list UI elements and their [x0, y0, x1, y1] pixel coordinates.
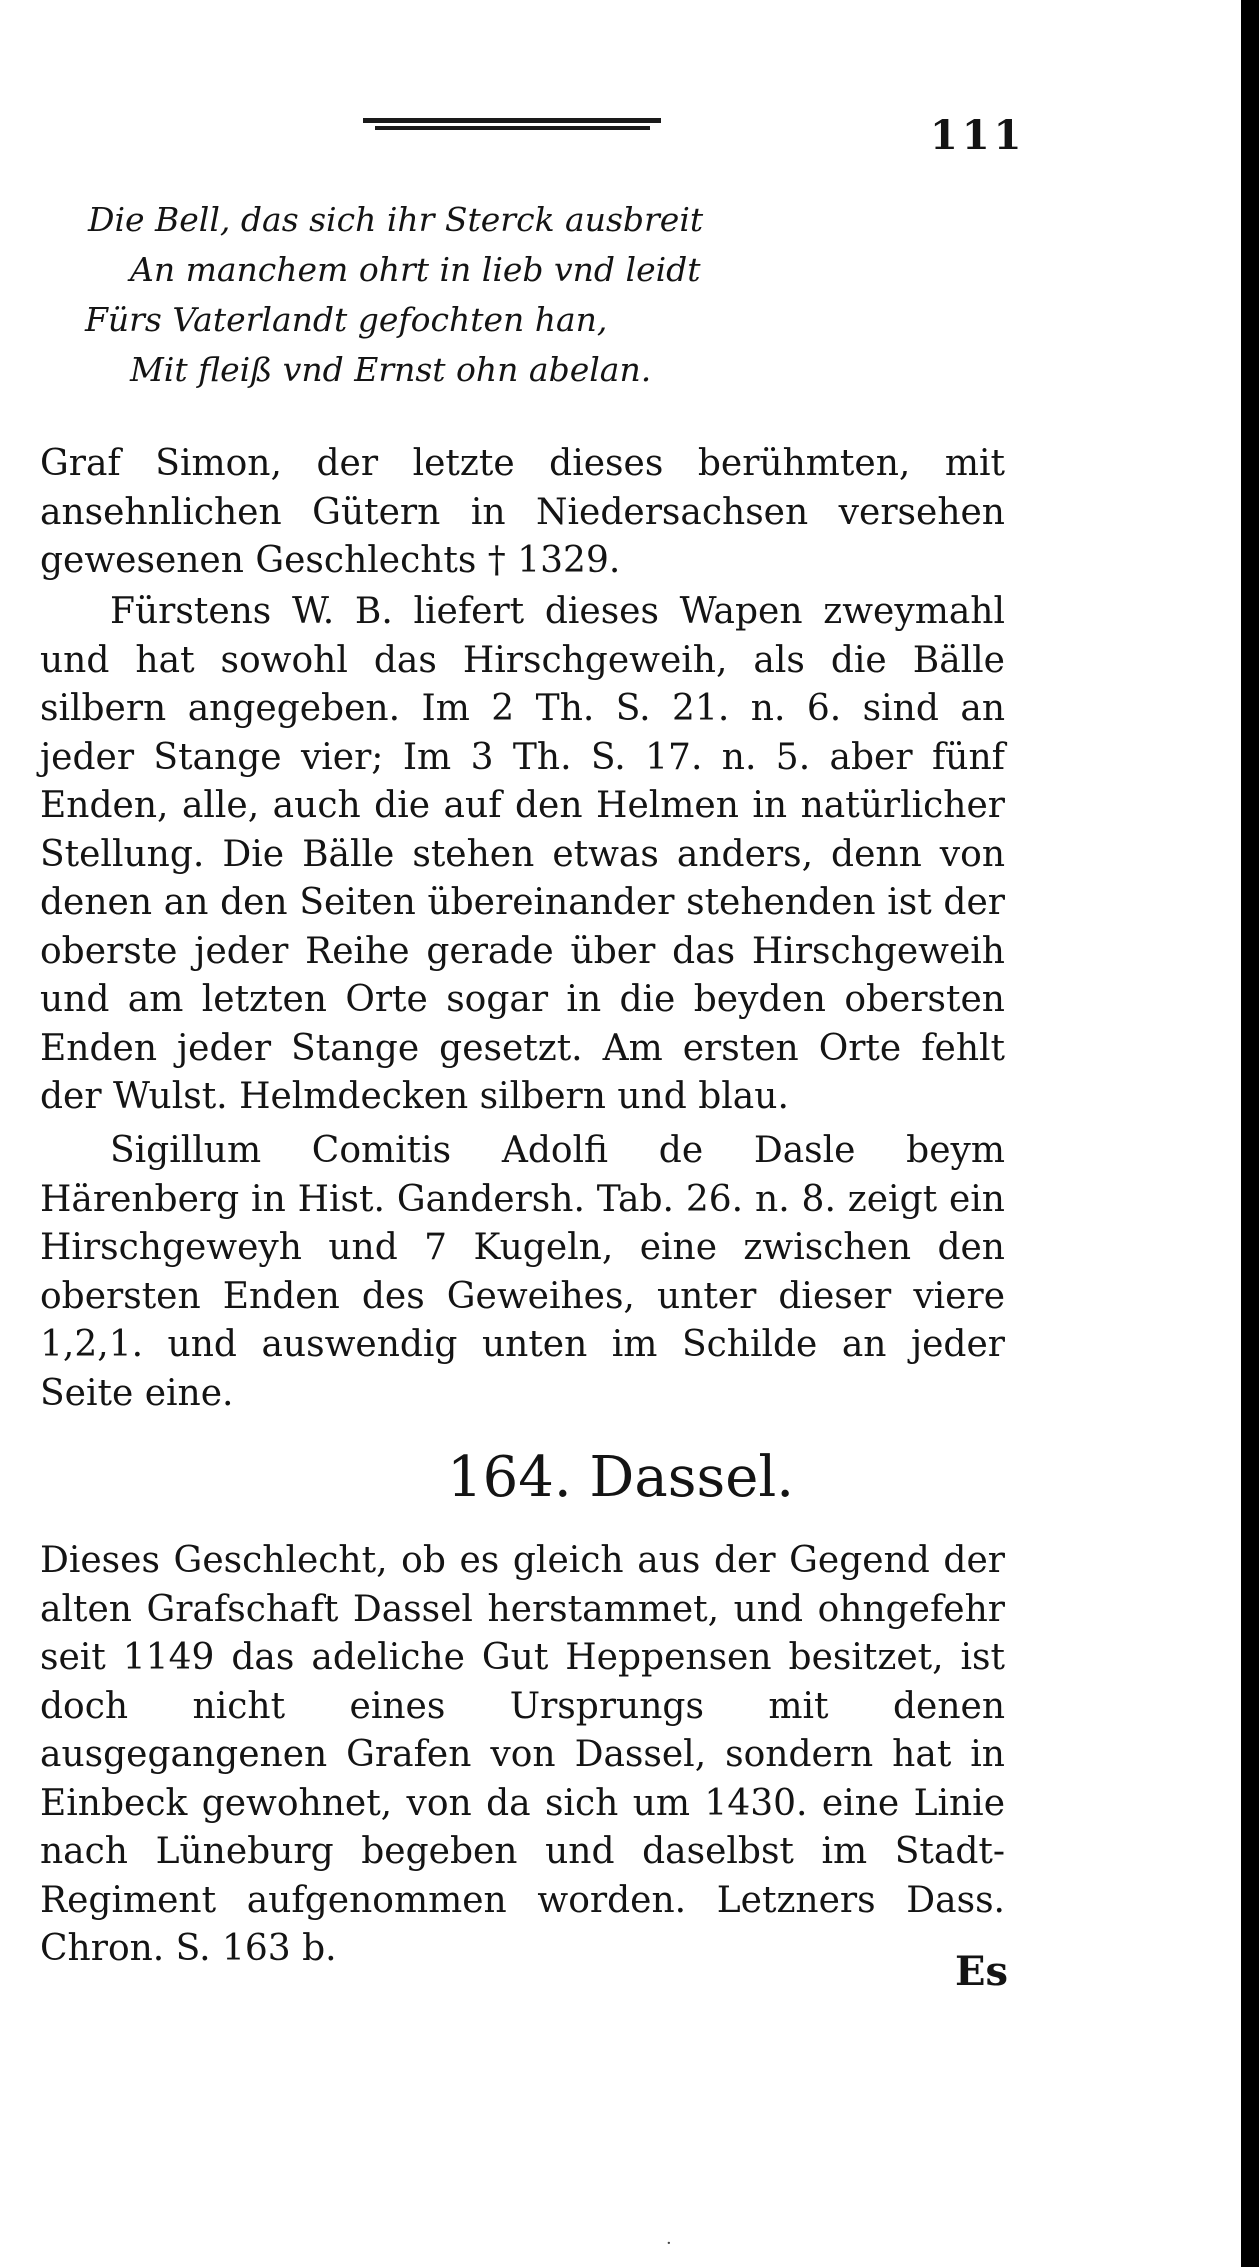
page-number: 111: [930, 112, 1026, 159]
verse-line-4: Mit fleiß vnd Ernst ohn abelan.: [130, 350, 652, 389]
verse-line-1: Die Bell, das sich ihr Sterck ausbreit: [88, 200, 704, 239]
paragraph-dassel: [40, 1537, 1005, 1974]
rule-line-upper: [363, 118, 661, 123]
paragraph-text: Sigillum Comitis Adolfi de Dasle beym Härenberg in Hist. Gandersh. Tab. 26. n. 8. zeigt ein Hirschgeweyh und 7 Kugeln, eine zwischen den obersten Enden des Geweihes, unter dieser viere 1,2,1. und auswendig unten im Schilde an jeder Seite eine.: [40, 1130, 1005, 1414]
rule-line-lower: [375, 126, 650, 130]
paragraph-text: Fürstens W. B. liefert dieses Wapen zweymahl und hat sowohl das Hirschgeweih, als die Bälle silbern angegeben. Im 2 Th. S. 21. n. 6. sind an jeder Stange vier; Im 3 Th. S. 17. n. 5. aber fünf Enden, alle, auch die auf den Helmen in natürlicher Stellung. Die Bälle stehen etwas anders, denn von denen an den Seiten übereinander stehenden ist der oberste jeder Reihe gerade über das Hirschgeweih und am letzten Orte sogar in die beyden obersten Enden jeder Stange gesetzt. Am ersten Orte fehlt der Wulst. Helmdecken silbern und blau.: [40, 591, 1005, 1117]
paragraph-text: Graf Simon, der letzte dieses berühmten, mit ansehnlichen Gütern in Niedersachsen versehen gewesenen Geschlechts † 1329.: [40, 443, 1005, 581]
verse-line-3: Fürs Vaterlandt gefochten han,: [85, 300, 608, 339]
header-ornament-rule: [363, 118, 661, 133]
paragraph-graf-simon: [40, 440, 1005, 586]
catchword: Es: [955, 1948, 1009, 1995]
paragraph-text: Dieses Geschlecht, ob es gleich aus der Gegend der alten Grafschaft Dassel herstammet, und ohngefehr seit 1149 das adeliche Gut Heppensen besitzet, ist doch nicht eines Ursprungs mit denen ausgegangenen Grafen von Dassel, sondern hat in Einbeck gewohnet, von da sich um 1430. eine Linie nach Lüneburg begeben und daselbst im Stadt-Regiment aufgenommen worden. Letzners Dass. Chron. S. 163 b.: [40, 1540, 1005, 1969]
verse-line-2: An manchem ohrt in lieb vnd leidt: [130, 250, 701, 289]
scan-edge: [1241, 0, 1259, 2267]
paragraph-sigillum: [40, 1127, 1005, 1418]
print-speck: ·: [666, 2233, 672, 2254]
paragraph-fuerstens: [40, 588, 1005, 1122]
section-heading: 164. Dassel.: [446, 1445, 795, 1510]
